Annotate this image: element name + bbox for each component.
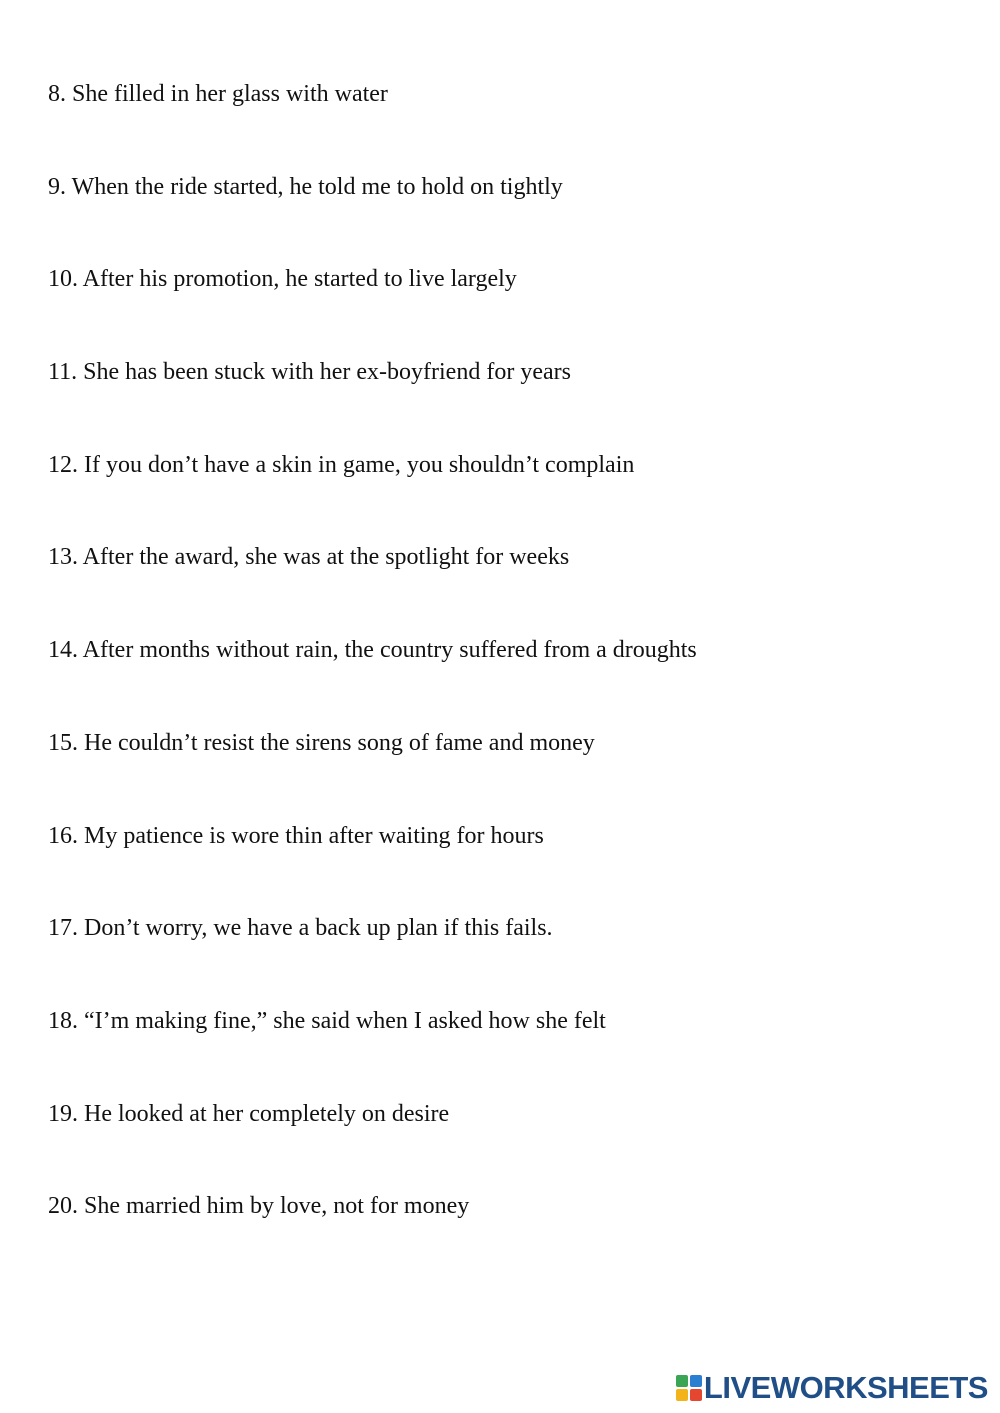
sentence-13: 13. After the award, she was at the spotlight for weeks <box>48 544 570 571</box>
liveworksheets-logo-icon <box>676 1375 702 1401</box>
liveworksheets-logo-text: LIVEWORKSHEETS <box>703 1370 988 1405</box>
sentence-15: 15. He couldn’t resist the sirens song of fame and money <box>48 729 595 756</box>
sentence-18: 18. “I’m making fine,” she said when I asked how she felt <box>48 1007 606 1034</box>
sentence-16: 16. My patience is wore thin after waiting for hours <box>48 822 544 849</box>
sentence-8: 8. She filled in her glass with water <box>48 81 388 107</box>
sentence-9: 9. When the ride started, he told me to hold on tightly <box>48 173 563 200</box>
sentence-20: 20. She married him by love, not for money <box>48 1193 470 1220</box>
sentence-19: 19. He looked at her completely on desire <box>48 1100 450 1127</box>
sentence-14: 14. After months without rain, the country suffered from a droughts <box>48 637 697 664</box>
liveworksheets-logo <box>676 1371 988 1405</box>
sentence-10: 10. After his promotion, he started to live largely <box>48 266 517 293</box>
sentence-list <box>48 78 697 1283</box>
sentence-17: 17. Don’t worry, we have a back up plan if this fails. <box>48 915 553 942</box>
sentence-11: 11. She has been stuck with her ex-boyfriend for years <box>48 359 571 386</box>
sentence-12: 12. If you don’t have a skin in game, you shouldn’t complain <box>48 451 635 478</box>
